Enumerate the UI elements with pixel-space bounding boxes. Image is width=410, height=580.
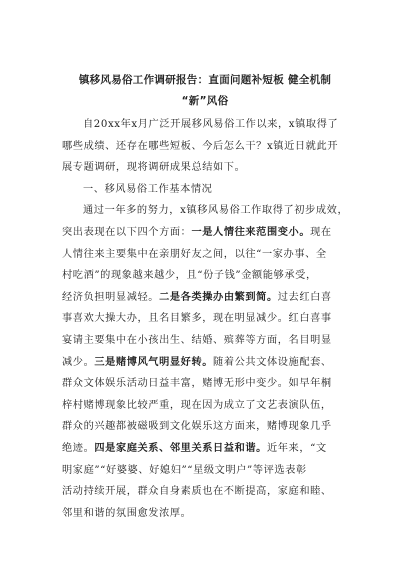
section-heading: 一、移风易俗工作基本情况 (83, 183, 213, 195)
intro-line-1: 自20xx年x月广泛开展移风易俗工作以来，x镇取得了 (83, 119, 339, 130)
para-line: 群众文体娱乐活动日益丰富，赌博无形中变少。如早年桐 (62, 378, 332, 390)
document-title (60, 70, 350, 112)
para-line: 明家庭”“好婆婆、好媳妇”“星级文明户”等评选表彰 (62, 464, 307, 476)
document-body (62, 114, 352, 524)
para-line: 绝迹。四是家庭关系、邻里关系日益和谐。近年来，“文 (62, 442, 327, 454)
point-four-heading: 四是家庭关系、邻里关系日益和谐。 (94, 442, 267, 454)
para-line: 减少。三是赌博风气明显好转。随着公共文体设施配套、 (62, 356, 332, 368)
para-line: 村吃酒”的现象越来越少，且“份子钱”金额能够承受， (62, 270, 317, 282)
para-line: 突出表现在以下四个方面：一是人情往来范围变小。现在 (62, 226, 332, 238)
intro-line-2: 哪些成绩、还存在哪些短板、今后怎么干？x镇近日就此开 (62, 140, 339, 152)
para-line: 宴请主要集中在小孩出生、结婚、殡葬等方面，名目明显 (62, 334, 332, 346)
point-one-heading: 一是人情往来范围变小。 (191, 226, 311, 238)
para-line: 活动持续开展，群众自身素质也在不断提高，家庭和睦、 (62, 486, 332, 498)
para-line: 梓村赌博现象比较严重，现在因为成立了文艺表演队伍， (62, 399, 332, 411)
intro-line-3: 展专题调研，现将调研成果总结如下。 (62, 162, 246, 174)
title-line-2: “新”风俗 (181, 95, 229, 107)
para-line: 事喜欢大操大办，且名目繁多，现在明显减少。红白喜事 (62, 313, 332, 325)
title-line-1: 镇移风易俗工作调研报告：直面问题补短板 健全机制 (78, 74, 332, 86)
para-line: 邻里和谐的氛围愈发浓厚。 (62, 507, 192, 519)
point-two-heading: 二是各类操办由繁到简。 (159, 291, 278, 303)
para-line: 经济负担明显减轻。二是各类操办由繁到简。过去红白喜 (62, 291, 332, 303)
para-line: 人情往来主要集中在亲朋好友之间，以往“一家办事、全 (62, 248, 327, 260)
para-line: 群众的兴趣都被磁吸到文化娱乐这方面来，赌博现象几乎 (62, 421, 332, 433)
point-three-heading: 三是赌博风气明显好转。 (94, 356, 214, 368)
para-line: 通过一年多的努力，x镇移风易俗工作取得了初步成效， (83, 205, 349, 217)
